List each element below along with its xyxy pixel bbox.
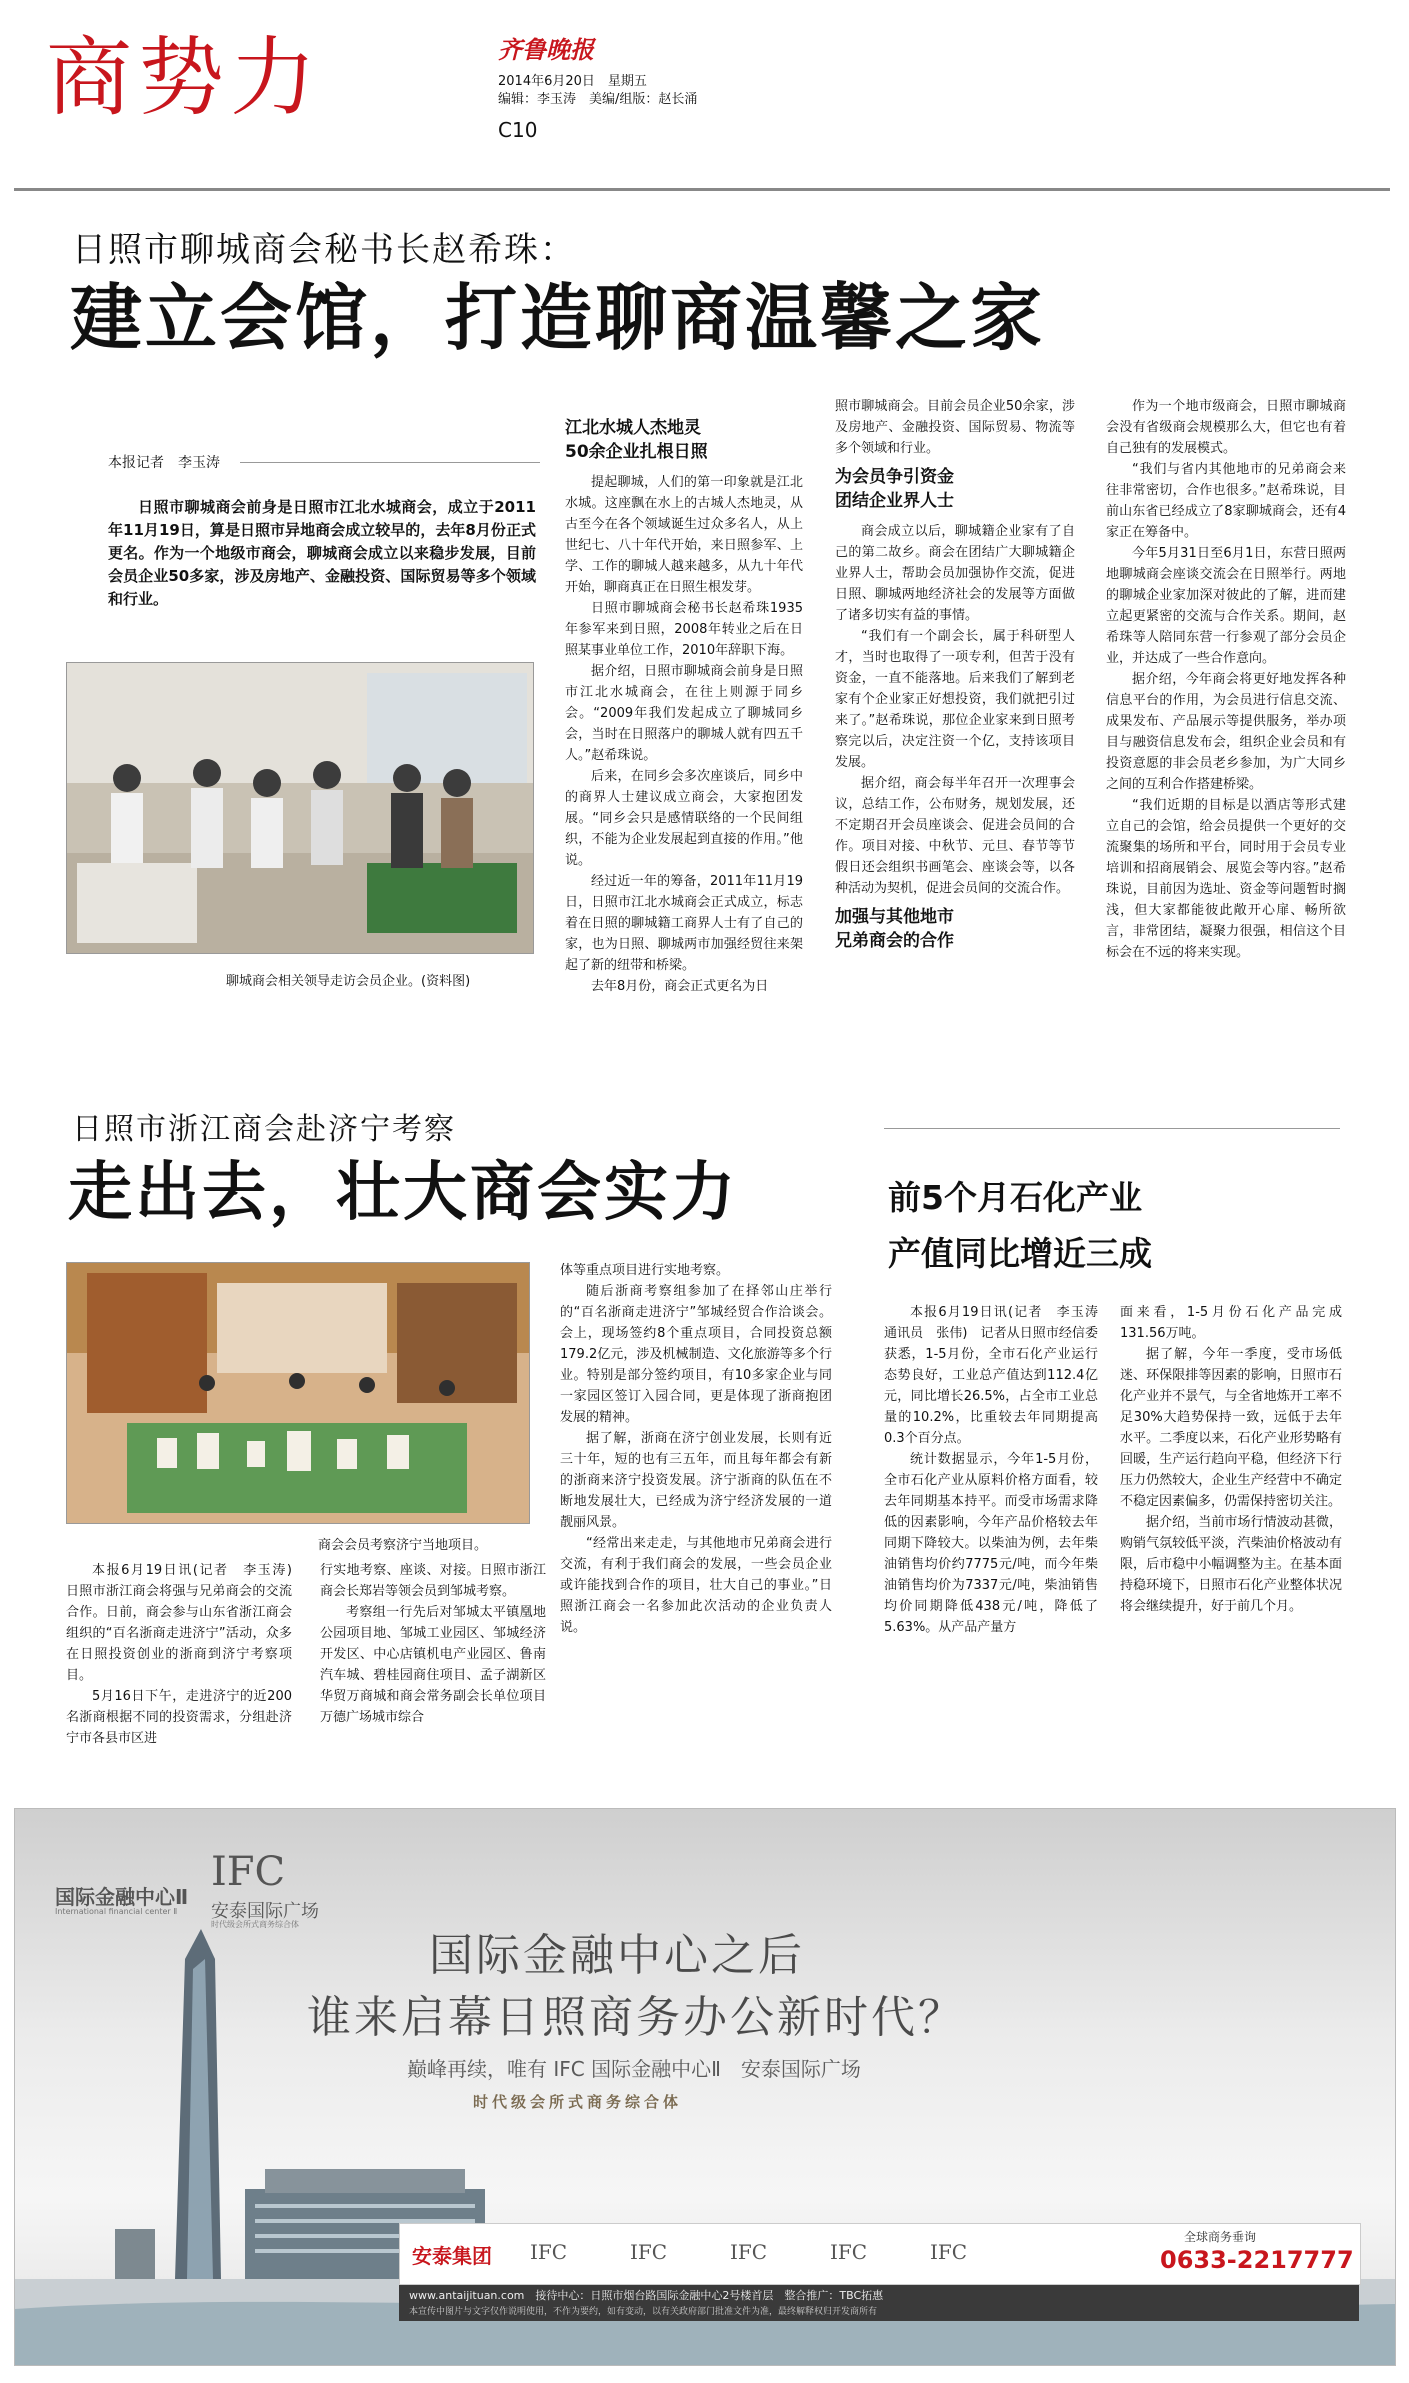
article1-col2: 江北水城人杰地灵 50余企业扎根日照 提起聊城，人们的第一印象就是江北水城。这座飘在水上的古城人杰地灵，从古至今在各个领域诞生过众多名人，从上世纪七、八十年代开始，来日照参军、上学、工作的聊城人越来越多，从九十年代开始，聊商真正在日照生根发芽。 日照市聊城商会秘书长赵希珠1935年参军来到日照，2008年转业之后在日照某事业单位工作，2010年辞职下海。 据介绍，日照市聊城商会前身是日照市江北水城商会，在往上则源于同乡会。“2009年我们发起成立了聊城同乡会，当时在日照落户的聊城人就有四五千人。”赵希珠说。 后来，在同乡会多次座谈后，同乡中的商界人士建议成立商会，大家抱团发展。“同乡会只是感情联络的一个民间组织，不能为企业发展起到直接的作用。”他说。 经过近一年的筹备，2011年11月19日，日照市江北水城商会正式成立，标志着在日照的聊城籍工商界人士有了自己的家，也为日照、聊城两市加强经贸往来架起了新的纽带和桥梁。 去年8月份，商会正式更名为日 — [565, 418, 803, 994]
ad-line-4: 时代级会所式商务综合体 — [473, 2093, 683, 2111]
article1-byline: 本报记者 李玉涛 — [108, 455, 220, 471]
partner-logo-2: IFC — [630, 2240, 668, 2264]
article1-photo-caption: 聊城商会相关领导走访会员企业。(资料图) — [226, 974, 471, 989]
hotline-label: 全球商务垂询 — [1184, 2230, 1257, 2244]
article1-kicker: 日照市聊城商会秘书长赵希珠： — [72, 230, 576, 270]
partner-logo-3: IFC — [730, 2240, 768, 2264]
article2-photo — [66, 1262, 530, 1524]
group-logo: 安泰集团 — [412, 2244, 492, 2268]
page-number: C10 — [498, 118, 538, 142]
article2-photo-caption: 商会会员考察济宁当地项目。 — [318, 1538, 488, 1553]
article2-col2: 行实地考察、座谈、对接。日照市浙江商会长郑岩等领会员到邹城考察。 考察组一行先后对邹城太平镇凰地公园项目地、邹城工业园区、邹城经济开发区、中心店镇机电产业园区、鲁南汽车城、碧桂园商住项目、孟子湖新区华贸万商城和商会常务副会长单位项目万德广场城市综合 — [320, 1563, 546, 1725]
ad-headline-2: 谁来启幕日照商务办公新时代？ — [307, 1992, 965, 2043]
paper-logo: 齐鲁晚报 — [498, 35, 594, 64]
article1-photo — [66, 662, 534, 954]
masthead-rule — [14, 188, 1390, 191]
partner-logo-4: IFC — [830, 2240, 868, 2264]
hotline-number: 0633-2217777 — [1160, 2246, 1354, 2274]
article2-col3: 体等重点项目进行实地考察。 随后浙商考察组参加了在择邻山庄举行的“百名浙商走进济宁”邹城经贸合作洽谈会。会上，现场签约8个重点项目，合同投资总额179.2亿元，涉及机械制造、文化旅游等多个行业。特别是部分签约项目，有10多家企业与同一家园区签订入园合同，更是体现了浙商抱团发展的精神。 据了解，浙商在济宁创业发展，长则有近三十年，短的也有三五年，而且每年都会有新的浙商来济宁投资发展。济宁浙商的队伍在不断地发展壮大，已经成为济宁经济发展的一道靓丽风景。 “经常出来走走，与其他地市兄弟商会进行交流，有利于我们商会的发展，一些会员企业或许能找到合作的项目，壮大自己的事业。”日照浙江商会一名参加此次活动的企业负责人说。 — [560, 1263, 832, 1635]
divider-article3 — [884, 1128, 1340, 1129]
article2-headline: 走出去，壮大商会实力 — [68, 1156, 738, 1230]
ifc-logo-en: International financial center Ⅱ — [55, 1907, 178, 1916]
advertisement — [14, 1808, 1396, 2366]
ad-footer — [399, 2285, 1359, 2321]
article1-lead: 日照市聊城商会前身是日照市江北水城商会，成立于2011年11月19日，算是日照市异地商会成立较早的，去年8月份正式更名。作为一个地级市商会，聊城商会成立以来稳步发展，目前会员企业50多家，涉及房地产、金融投资、国际贸易等多个领域和行业。 — [108, 498, 536, 608]
subhead-1: 江北水城人杰地灵 50余企业扎根日照 — [565, 418, 708, 462]
issue-date: 2014年6月20日 星期五 — [498, 74, 647, 89]
article3-col2: 面来看，1-5月份石化产品完成131.56万吨。 据了解，今年一季度，受市场低迷、环保限排等因素的影响，日照市石化产业并不景气，与全省地炼开工率不足30%大趋势保持一致，远低于去年水平。二季度以来，石化产业形势略有回暖，生产运行趋向平稳，但经济下行压力仍然较大，企业生产经营中不确定不稳定因素偏多，仍需保持密切关注。 据介绍，当前市场行情波动甚微，购销气氛较低平淡，汽柴油价格波动有限，后市稳中小幅调整为主。在基本面持稳环境下，日照市石化产业整体状况将会继续提升，好于前几个月。 — [1120, 1305, 1342, 1614]
article1-col3: 照市聊城商会。目前会员企业50余家，涉及房地产、金融投资、国际贸易、物流等多个领域和行业。 为会员争引资金 团结企业界人士 商会成立以后，聊城籍企业家有了自己的第二故乡。商会在团结广大聊城籍企业界人士，帮助会员加强协作交流，促进日照、聊城两地经济社会的发展等方面做了诸多切实有益的事情。 “我们有一个副会长，属于科研型人才，当时也取得了一项专利，但苦于没有资金，一直不能落地。后来我们了解到老家有个企业家正好想投资，我们就把引过来了。”赵希珠说，那位企业家来到日照考察完以后，决定注资一个亿，支持该项目发展。 据介绍，商会每半年召开一次理事会议，总结工作，公布财务，规划发展，还不定期召开会员座谈会、促进会员间的合作。项目对接、中秋节、元旦、春节等节假日还会组织书画笔会、座谈会等，以各种活动为契机，促进会员间的交流合作。 加强与其他地市 兄弟商会的合作 — [835, 399, 1075, 951]
partner-logo-5: IFC — [930, 2240, 968, 2264]
section-title: 商势力 — [46, 28, 322, 128]
subhead-3: 加强与其他地市 兄弟商会的合作 — [835, 907, 954, 951]
ifc-logo-cn: 国际金融中心Ⅱ — [55, 1885, 189, 1909]
ad-line-3: 巅峰再续，唯有 IFC 国际金融中心Ⅱ 安泰国际广场 — [407, 2057, 861, 2081]
ifc-mark: IFC — [211, 1849, 286, 1895]
ad-headline-1: 国际金融中心之后 — [429, 1930, 805, 1981]
article1-col4: 作为一个地市级商会，日照市聊城商会没有省级商会规模那么大，但它也有着自己独有的发展模式。 “我们与省内其他地市的兄弟商会来往非常密切，合作也很多。”赵希珠说，目前山东省已经成立了8家聊城商会，还有4家正在筹备中。 今年5月31日至6月1日，东营日照两地聊城商会座谈交流会在日照举行。两地的聊城企业家加深对彼此的了解，进而建立起更紧密的交流与合作关系。期间，赵希珠等人陪同东营一行参观了部分会员企业，并达成了一些合作意向。 据介绍，今年商会将更好地发挥各种信息平台的作用，为会员进行信息交流、成果发布、产品展示等提供服务，举办项目与融资信息发布会，组织企业会员和有投资意愿的非会员老乡参加，为广大同乡之间的互利合作搭建桥梁。 “我们近期的目标是以酒店等形式建立自己的会馆，给会员提供一个更好的交流聚集的场所和平台，同时用于会员专业培训和招商展销会、展览会等内容。”赵希珠说，目前因为选址、资金等问题暂时搁浅，但大家都能彼此敞开心扉、畅所欲言，非常团结，凝聚力很强，相信这个目标会在不远的将来实现。 — [1106, 399, 1346, 960]
article2-col1: 本报6月19日讯(记者 李玉涛) 日照市浙江商会将强与兄弟商会的交流合作。日前，商会参与山东省浙江商会组织的“百名浙商走进济宁”活动，众多在日照投资创业的浙商到济宁考察项目。 5月16日下午，走进济宁的近200名浙商根据不同的投资需求，分组赴济宁市各县市区进 — [66, 1563, 306, 1746]
article2-kicker: 日照市浙江商会赴济宁考察 — [72, 1112, 456, 1147]
partner-logo-1: IFC — [530, 2240, 568, 2264]
ad-disclaimer: 本宣传中图片与文字仅作说明使用，不作为要约，如有变动，以有关政府部门批准文件为准，最终解释权归开发商所有 — [409, 2307, 878, 2317]
ad-logo-strip — [399, 2223, 1361, 2285]
article3-headline: 前5个月石化产业 产值同比增近三成 — [888, 1178, 1152, 1273]
brand-sub: 时代级会所式商务综合体 — [211, 1920, 299, 1929]
article3-col1: 本报6月19日讯(记者 李玉涛 通讯员 张伟) 记者从日照市经信委获悉，1-5月份，全市石化产业运行态势良好，工业总产值达到112.4亿元，同比增长26.5%，占全市工业总量的10.2%，比重较去年同期提高0.3个百分点。 统计数据显示，今年1-5月份，全市石化产业从原料价格方面看，较去年同期基本持平。而受市场需求降低的因素影响，今年产品价格较去年同期下降较大。以柴油为例，去年柴油销售均价约7775元/吨，而今年柴油销售均价为7337元/吨，柴油销售均价同期降低438元/吨，降低了5.63%。从产品产量方 — [884, 1305, 1112, 1635]
article1-headline: 建立会馆，打造聊商温馨之家 — [70, 276, 1046, 360]
byline-rule — [240, 462, 540, 463]
editors: 编辑：李玉涛 美编/组版：赵长涌 — [498, 92, 698, 107]
subhead-2: 为会员争引资金 团结企业界人士 — [835, 467, 954, 511]
brand-name: 安泰国际广场 — [211, 1901, 319, 1922]
ad-footer-line: www.antaijituan.com 接待中心：日照市烟台路国际金融中心2号楼首层 整合推广：TBC拓惠 — [409, 2289, 884, 2302]
